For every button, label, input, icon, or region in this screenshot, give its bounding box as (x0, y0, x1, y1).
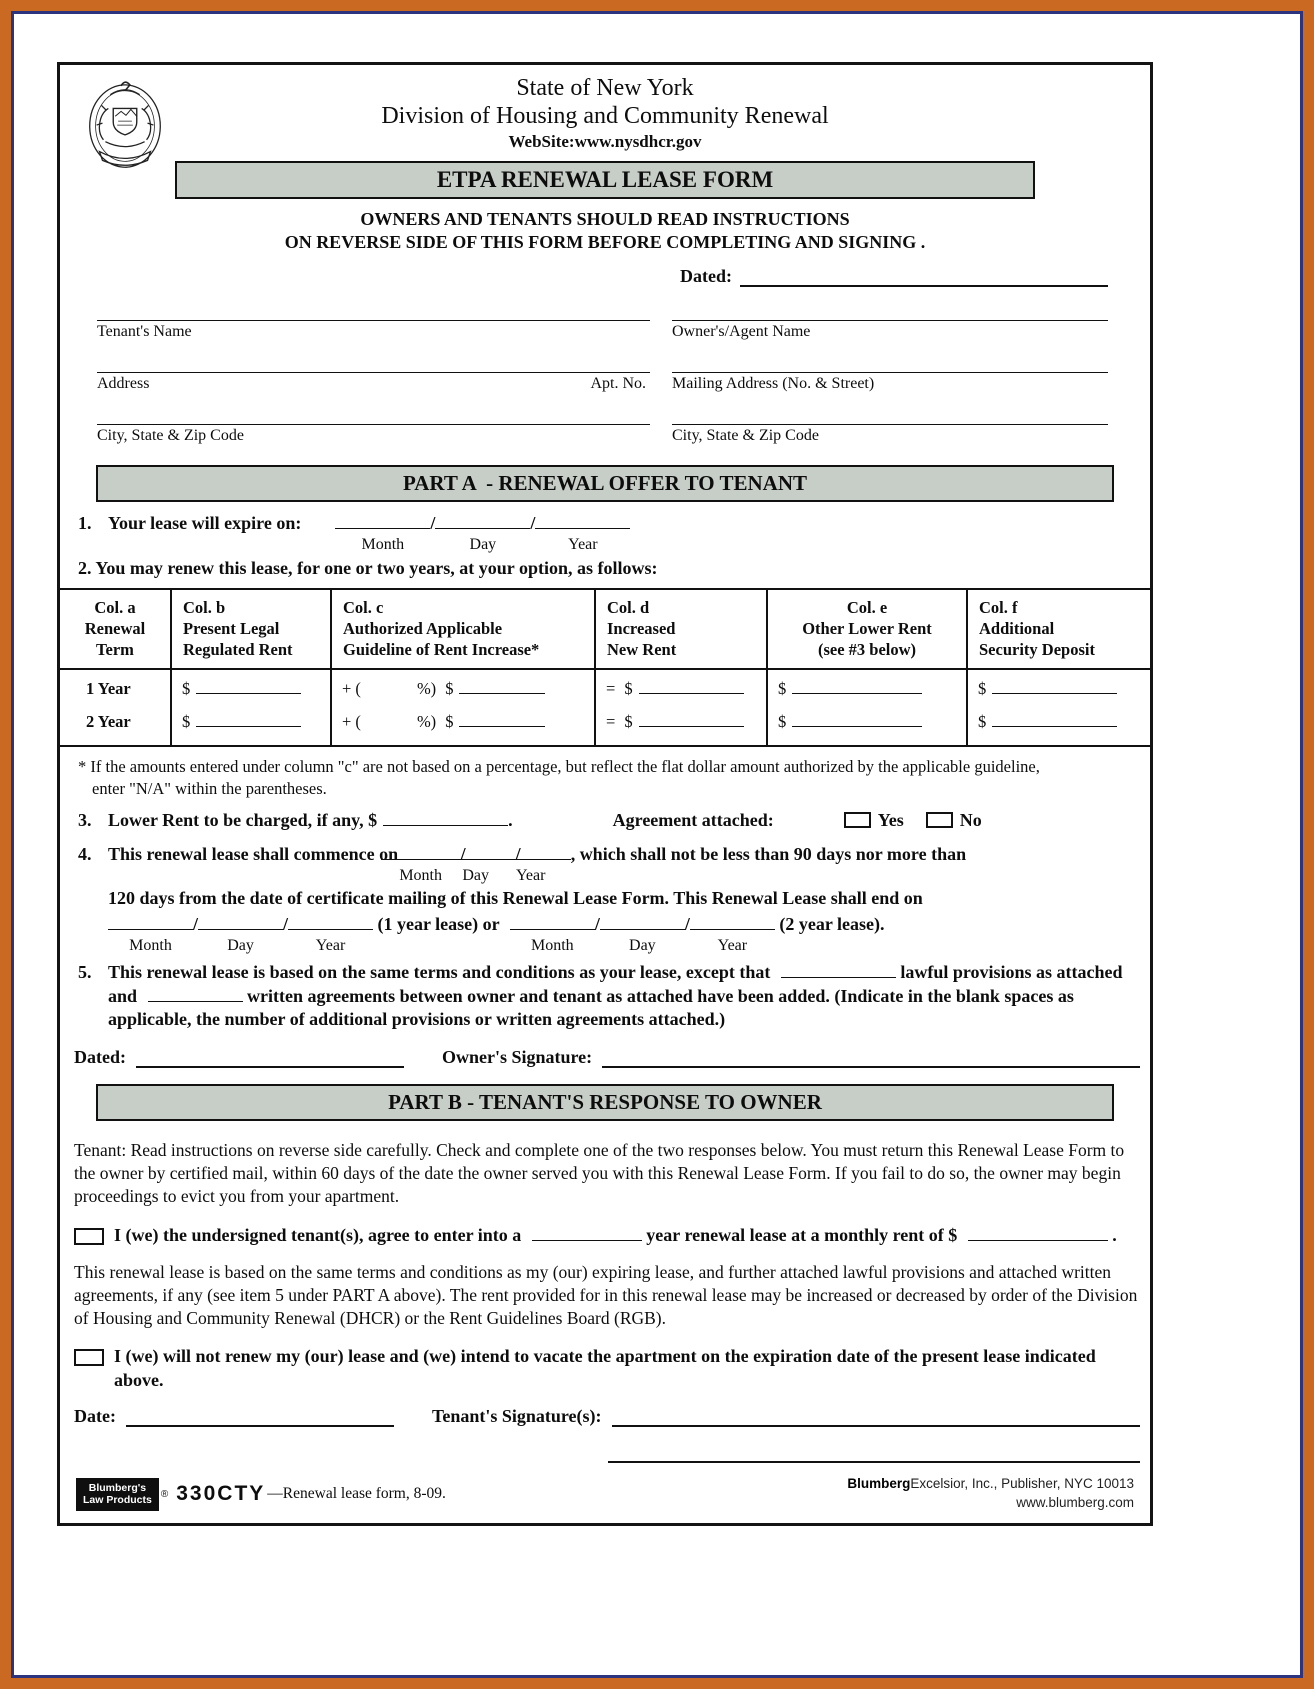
tenant-signature-line[interactable] (612, 1414, 1140, 1427)
tenant-city-field (97, 407, 650, 445)
division-title: Division of Housing and Community Renewal (381, 102, 829, 129)
item-3: 3. Lower Rent to be charged, if any, $ . Agreement attached: Yes No (78, 809, 1132, 832)
form-description: —Renewal lease form, 8-09. (267, 1485, 446, 1503)
registered-mark: ® (160, 1488, 169, 1500)
item-1-text: Your lease will expire on: (108, 513, 302, 534)
row-term-label: 2 Year (60, 707, 172, 745)
col-header-f: Col. f Additional Security Deposit (968, 590, 1150, 670)
item-5-text-3: written agreements between owner and tenant as attached have been added. (Indicate in the blank spaces as applicable, the number of additional provisions or written agreements attached.) (108, 985, 1074, 1029)
new-rent-blank-1y[interactable] (639, 679, 744, 694)
ny-state-seal-icon (76, 73, 174, 185)
item-4-text-1: This renewal lease shall commence on (108, 843, 399, 864)
part-b-intro: Tenant: Read instructions on reverse side carefully. Check and complete one of the two responses below. You must return this Renewal Lease Form to the owner by certified mail, within 60 days of the date the owner served you with this Renewal Lease Form. If you fail to do so, the owner may begin proceedings to evict you from your apartment. (74, 1140, 1125, 1206)
col-header-c: Col. c Authorized Applicable Guideline of Rent Increase* (332, 590, 596, 670)
end2-month-blank[interactable] (510, 913, 595, 930)
owner-city-line[interactable] (672, 407, 1108, 425)
item-5 (78, 961, 1132, 1031)
form-title-bar: ETPA RENEWAL LEASE FORM (175, 161, 1035, 199)
security-blank-2y[interactable] (992, 712, 1117, 727)
expire-year-slot (535, 512, 630, 555)
cell-new-rent-2y: = $ (596, 707, 768, 745)
part-a-dated-line[interactable] (136, 1055, 404, 1068)
address-line[interactable] (97, 355, 650, 373)
part-a-bar: PART A - RENEWAL OFFER TO TENANT (96, 465, 1114, 502)
footnote-line-2: enter "N/A" within the parentheses. (92, 778, 327, 798)
lower-rent-blank[interactable] (383, 809, 508, 826)
end1-year-slot: Year (288, 913, 373, 956)
owner-signature-line[interactable] (602, 1055, 1140, 1068)
tenant-name-label: Tenant's Name (97, 323, 192, 341)
col-header-e: Col. e Other Lower Rent (see #3 below) (768, 590, 968, 670)
end1-month-blank[interactable] (108, 913, 193, 930)
cell-guideline-1y: + ( %) $ (332, 670, 596, 707)
publisher-website: www.blumberg.com (1016, 1495, 1134, 1511)
mailing-address-line[interactable] (672, 355, 1108, 373)
two-year-lease-text: (2 year lease). (779, 913, 885, 934)
owner-city-field (672, 407, 1108, 445)
expire-day-slot (435, 512, 530, 555)
owner-column (672, 289, 1108, 445)
row-term-label: 1 Year (60, 670, 172, 707)
provisions-count-blank[interactable] (781, 961, 896, 978)
blumberg-logo: Blumberg's Law Products (76, 1478, 159, 1511)
renewal-term-blank[interactable] (532, 1224, 642, 1241)
no-label: No (959, 810, 982, 831)
owner-signature-label: Owner's Signature: (442, 1047, 593, 1068)
renewal-options-table (60, 588, 1150, 747)
item-3-number: 3. (78, 810, 92, 831)
form-header (60, 65, 1150, 254)
end1-year-blank[interactable] (288, 913, 373, 930)
form-footer (60, 1469, 1150, 1523)
new-rent-blank-2y[interactable] (639, 712, 744, 727)
cell-security-2y: $ (968, 707, 1150, 745)
item-4-number: 4. (78, 843, 92, 864)
part-b-date-label: Date: (74, 1406, 116, 1427)
month-label: Month (361, 536, 405, 554)
end1-day-blank[interactable] (198, 913, 283, 930)
guideline-amount-blank-2y[interactable] (459, 712, 545, 727)
present-rent-blank-2y[interactable] (196, 712, 301, 727)
part-b-date-line[interactable] (126, 1414, 394, 1427)
form-number: 330CTY (176, 1482, 266, 1506)
accept-renewal-option (74, 1224, 1140, 1247)
expire-day-blank[interactable] (435, 512, 530, 529)
expire-month-blank[interactable] (335, 512, 430, 529)
owner-city-label: City, State & Zip Code (672, 427, 819, 445)
commence-month-slot: Month (411, 843, 461, 886)
owner-name-line[interactable] (672, 303, 1108, 321)
item-4-line-2: 120 days from the date of certificate mailing of this Renewal Lease Form. This Renewal Lease shall end on (108, 888, 923, 909)
end2-year-slot: Year (690, 913, 775, 956)
part-b-signature-row (74, 1406, 1140, 1427)
cell-new-rent-1y: = $ (596, 670, 768, 707)
publisher-line: BlumbergExcelsior, Inc., Publisher, NYC 10013 (847, 1476, 1134, 1492)
cell-present-rent-2y: $ (172, 707, 332, 745)
table-row-2-year (60, 707, 1150, 745)
lower-rent-blank-2y[interactable] (792, 712, 922, 727)
end2-month-slot: Month (510, 913, 595, 956)
table-footnote (78, 756, 1130, 799)
contact-section (97, 289, 1108, 445)
decline-renewal-option (74, 1345, 1140, 1392)
lease-form (57, 62, 1153, 1526)
cell-present-rent-1y: $ (172, 670, 332, 707)
footer-right (847, 1475, 1134, 1513)
apt-no-label: Apt. No. (590, 375, 646, 393)
agreements-count-blank[interactable] (148, 985, 243, 1002)
col-header-d: Col. d Increased New Rent (596, 590, 768, 670)
tenant-signature-label: Tenant's Signature(s): (431, 1406, 602, 1427)
tenant-city-line[interactable] (97, 407, 650, 425)
expire-year-blank[interactable] (535, 512, 630, 529)
cell-guideline-2y: + ( %) $ (332, 707, 596, 745)
end1-month-slot: Month (108, 913, 193, 956)
address-field (97, 355, 650, 393)
item-3-text: Lower Rent to be charged, if any, $ (108, 810, 378, 831)
tenant-name-field (97, 303, 650, 341)
yes-label: Yes (877, 810, 904, 831)
end2-day-slot: Day (600, 913, 685, 956)
decline-renewal-text: I (we) will not renew my (our) lease and (we) intend to vacate the apartment on the expiration date of the present lease indicated above. (114, 1346, 1096, 1390)
dated-label: Dated: (680, 266, 732, 287)
part-a-dated-label: Dated: (74, 1047, 126, 1068)
mailing-address-field (672, 355, 1108, 393)
tenant-column (97, 289, 650, 445)
item-1: 1. Your lease will expire on: Month / Day / Year (78, 512, 1132, 555)
part-b-paragraph-2: This renewal lease is based on the same terms and conditions as my (our) expiring lease, and further attached lawful provisions and attached written agreements, if any (see item 5 under PART A above). The rent provided for in this renewal lease may be increased or decreased by order of the Division of Housing and Community Renewal (DHCR) or the Rent Guidelines Board (RGB). (74, 1262, 1138, 1328)
agreement-no-checkbox[interactable] (926, 812, 953, 828)
present-rent-blank-1y[interactable] (196, 679, 301, 694)
accept-renewal-checkbox[interactable] (74, 1228, 104, 1245)
footer-left (76, 1478, 446, 1511)
item-5-text-1: This renewal lease is based on the same terms and conditions as your lease, except that (108, 962, 771, 983)
dated-line[interactable] (740, 273, 1108, 287)
monthly-rent-blank[interactable] (968, 1224, 1108, 1241)
item-1-number: 1. (78, 513, 92, 534)
commence-year-blank[interactable] (491, 843, 571, 860)
expire-month-slot (335, 512, 430, 555)
mailing-address-label: Mailing Address (No. & Street) (672, 375, 875, 393)
tenant-signature-line-2[interactable] (608, 1461, 1140, 1463)
owner-name-label: Owner's/Agent Name (672, 323, 811, 341)
table-header-row (60, 590, 1150, 670)
guideline-amount-blank-1y[interactable] (459, 679, 545, 694)
col-header-b: Col. b Present Legal Regulated Rent (172, 590, 332, 670)
item-5-text-2: lawful provisions as attached and (108, 962, 1123, 1006)
tenant-name-line[interactable] (97, 303, 650, 321)
item-4-line-3: Month / Day / Year (1 year lease) or Month / Day / Year (2 year lease). (108, 913, 1132, 956)
agreement-attached-label: Agreement attached: (612, 810, 774, 831)
commence-day-slot: Day (466, 843, 516, 886)
end2-day-blank[interactable] (600, 913, 685, 930)
dated-row (680, 266, 1108, 287)
state-title: State of New York (516, 75, 694, 101)
col-header-a: Col. a Renewal Term (60, 590, 172, 670)
instructions-line-2: ON REVERSE SIDE OF THIS FORM BEFORE COMPLETING AND SIGNING . (284, 232, 926, 253)
decline-renewal-checkbox[interactable] (74, 1349, 104, 1366)
year-label: Year (568, 536, 598, 554)
security-blank-1y[interactable] (992, 679, 1117, 694)
cell-lower-rent-1y: $ (768, 670, 968, 707)
owner-name-field (672, 303, 1108, 341)
item-4: 4. This renewal lease shall commence on Month / Day / Year , which shall not be less than 90 days nor more than 120 days from the date of certificate mailing of this Renewal Lease Form. This Renewal Lease shall end on Month / Day / Year (1 year lease) or Month / Day / Year (2 year lease). (78, 843, 1132, 956)
part-a-signature-row (74, 1047, 1140, 1068)
cell-security-1y: $ (968, 670, 1150, 707)
tenant-city-label: City, State & Zip Code (97, 427, 244, 445)
agreement-yes-checkbox[interactable] (844, 812, 871, 828)
end2-year-blank[interactable] (690, 913, 775, 930)
one-year-lease-text: (1 year lease) or (377, 913, 500, 934)
end1-day-slot: Day (198, 913, 283, 956)
website-line: WebSite:www.nysdhcr.gov (508, 132, 702, 152)
instructions-line-1: OWNERS AND TENANTS SHOULD READ INSTRUCTIONS (360, 209, 850, 230)
footnote-line-1: * If the amounts entered under column "c" are not based on a percentage, but reflect the flat dollar amount authorized by the applicable guideline, (78, 757, 1040, 777)
commence-year-slot: Year (521, 843, 571, 886)
item-4-text-2: , which shall not be less than 90 days nor more than (570, 843, 967, 864)
item-2: 2. You may renew this lease, for one or two years, at your option, as follows: (78, 557, 658, 578)
item-5-number: 5. (78, 962, 92, 983)
accept-renewal-text: I (we) the undersigned tenant(s), agree to enter into a year renewal lease at a monthly rent of $ . (114, 1224, 1117, 1245)
lower-rent-blank-1y[interactable] (792, 679, 922, 694)
day-label: Day (469, 536, 497, 554)
address-label: Address (97, 375, 150, 393)
part-b-bar: PART B - TENANT'S RESPONSE TO OWNER (96, 1084, 1114, 1121)
cell-lower-rent-2y: $ (768, 707, 968, 745)
table-row-1-year (60, 670, 1150, 707)
